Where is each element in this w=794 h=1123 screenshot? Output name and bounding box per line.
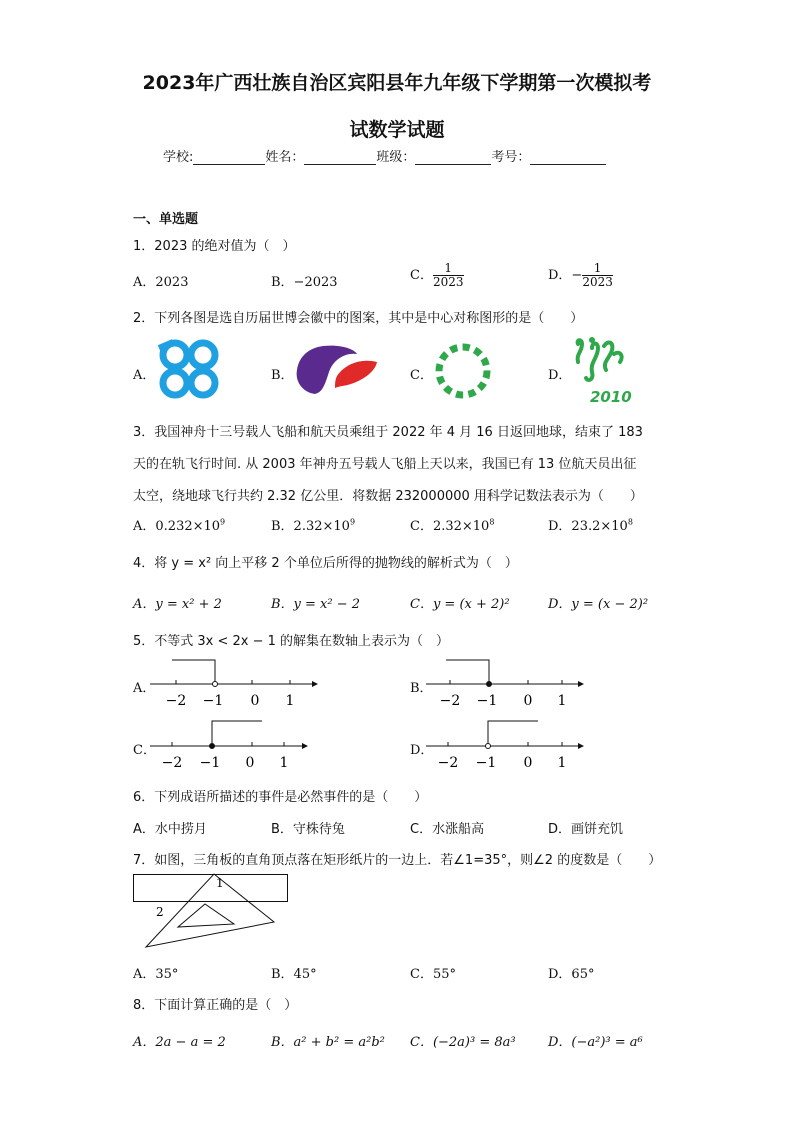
q1-option-c [410, 262, 464, 289]
section-title: 一、单选题 [133, 212, 199, 227]
tick-neg2: −2 [161, 755, 183, 771]
q3-d-base: D．23.2×10 [548, 519, 628, 534]
tick-1: 1 [279, 755, 289, 771]
tick-neg1: −1 [202, 693, 224, 709]
q5-stem: 5．不等式 3x < 2x − 1 的解集在数轴上表示为（ ） [133, 634, 450, 649]
q4-option-a: A．y = x² + 2 [133, 597, 222, 612]
q1-option-d [548, 262, 613, 289]
q7-option-a: A．35° [133, 967, 179, 982]
tick-0: 0 [250, 693, 260, 709]
q8-stem: 8．下面计算正确的是（ ） [133, 998, 298, 1013]
number-label: 考号： [491, 150, 531, 165]
name-label: 姓名： [265, 150, 305, 165]
q2-option-c-label: C． [410, 368, 433, 383]
tick-neg2: −2 [437, 755, 459, 771]
q7-option-d: D．65° [548, 967, 595, 982]
q4-stem: 4．将 y = x² 向上平移 2 个单位后所得的抛物线的解析式为（ ） [133, 556, 518, 571]
tick-0: 0 [245, 755, 255, 771]
q3-line1: 3．我国神舟十三号载人飞船和航天员乘组于 2022 年 4 月 16 日返回地球，结束了 183 [133, 425, 643, 440]
tick-neg1: −1 [476, 693, 498, 709]
number-blank [530, 150, 606, 165]
q3-line2: 天的在轨飞行时间. 从 2003 年神舟五号载人飞船上天以来，我国已有 13 位航天员出征 [133, 457, 637, 472]
q3-d-exponent: 8 [627, 517, 633, 527]
q3-c-exponent: 8 [489, 517, 495, 527]
q3-line3: 太空，绕地球飞行共约 2.32 亿公里．将数据 232000000 用科学记数法表示为（ ） [133, 489, 643, 504]
q1-option-a: A．2023 [133, 275, 189, 290]
number-line-b [426, 655, 596, 711]
q1-option-d-fraction [582, 262, 613, 289]
q3-option-a [133, 515, 225, 534]
q8-option-b: B．a² + b² = a²b² [271, 1035, 385, 1050]
q4-option-d: D．y = (x − 2)² [548, 597, 649, 612]
expo-logo-2010-icon [570, 336, 632, 406]
expo-logo-blue-icon [155, 338, 225, 402]
q8-option-a: A．2a − a = 2 [133, 1035, 226, 1050]
q2-option-d-label: D． [548, 368, 572, 383]
q2-option-b-label: B． [271, 368, 294, 383]
q7-figure-triangle-on-rectangle [130, 870, 292, 950]
q4-option-b: B．y = x² − 2 [271, 597, 361, 612]
q3-b-base: B．2.32×10 [271, 519, 350, 534]
angle-1-label: 1 [216, 876, 224, 890]
logo-2010-text: 2010 [590, 388, 632, 406]
q1-d-numerator: 1 [582, 262, 613, 276]
q2-option-a-label: A． [133, 368, 156, 383]
tick-1: 1 [285, 693, 295, 709]
tick-0: 0 [523, 693, 533, 709]
q8-option-c: C．(−2a)³ = 8a³ [410, 1035, 516, 1050]
q4-option-c: C．y = (x + 2)² [410, 597, 510, 612]
q6-option-d: D．画饼充饥 [548, 822, 624, 837]
q3-option-b [271, 515, 355, 534]
angle-2-label: 2 [156, 905, 164, 919]
q3-a-exponent: 9 [220, 517, 226, 527]
name-blank [304, 150, 376, 165]
q3-c-base: C．2.32×10 [410, 519, 490, 534]
tick-neg1: −1 [199, 755, 221, 771]
tick-1: 1 [557, 755, 567, 771]
number-line-c [150, 716, 320, 772]
q8-option-d: D．(−a²)³ = a⁶ [548, 1035, 643, 1050]
q6-option-b: B．守株待兔 [271, 822, 345, 837]
school-blank [193, 150, 265, 165]
q1-option-c-fraction [433, 262, 464, 289]
q1-option-d-label: D．− [548, 268, 583, 283]
tick-neg1: −1 [475, 755, 497, 771]
q3-a-base: A．0.232×10 [133, 519, 221, 534]
q5-option-d-label: D． [410, 743, 434, 758]
tick-0: 0 [523, 755, 533, 771]
class-blank [415, 150, 491, 165]
expo-logo-purple-red-icon [293, 342, 383, 398]
q1-option-b: B．−2023 [271, 275, 338, 290]
tick-1: 1 [557, 693, 567, 709]
q6-option-c: C．水涨船高 [410, 822, 485, 837]
page-title-line1: 2023年广西壮族自治区宾阳县年九年级下学期第一次模拟考 [142, 72, 652, 94]
q5-option-b-label: B． [410, 681, 433, 696]
q5-option-a-label: A． [133, 681, 156, 696]
q6-option-a: A．水中捞月 [133, 822, 207, 837]
number-line-a [150, 655, 320, 711]
q3-option-d [548, 515, 633, 534]
student-info-line [163, 146, 606, 165]
q6-stem: 6．下列成语所描述的事件是必然事件的是（ ） [133, 790, 428, 805]
q1-stem: 1．2023 的绝对值为（ ） [133, 239, 296, 254]
q7-stem: 7．如图，三角板的直角顶点落在矩形纸片的一边上．若∠1=35°，则∠2 的度数是（ ） [133, 853, 662, 868]
q1-c-numerator: 1 [433, 262, 464, 276]
class-label: 班级： [376, 150, 416, 165]
tick-neg2: −2 [165, 693, 187, 709]
q1-c-denominator: 2023 [432, 275, 464, 289]
q1-d-denominator: 2023 [582, 275, 613, 289]
q7-option-b: B．45° [271, 967, 317, 982]
q5-option-c-label: C． [133, 743, 156, 758]
expo-logo-green-ring-icon [433, 341, 493, 401]
q1-option-c-label: C． [410, 268, 433, 283]
tick-neg2: −2 [439, 693, 461, 709]
q2-stem: 2．下列各图是选自历届世博会徽中的图案，其中是中心对称图形的是（ ） [133, 311, 584, 326]
page-title-line2: 试数学试题 [349, 119, 445, 141]
q7-option-c: C．55° [410, 967, 456, 982]
number-line-d [426, 716, 596, 772]
q3-option-c [410, 515, 494, 534]
school-label: 学校: [163, 150, 194, 165]
q3-b-exponent: 9 [349, 517, 356, 527]
